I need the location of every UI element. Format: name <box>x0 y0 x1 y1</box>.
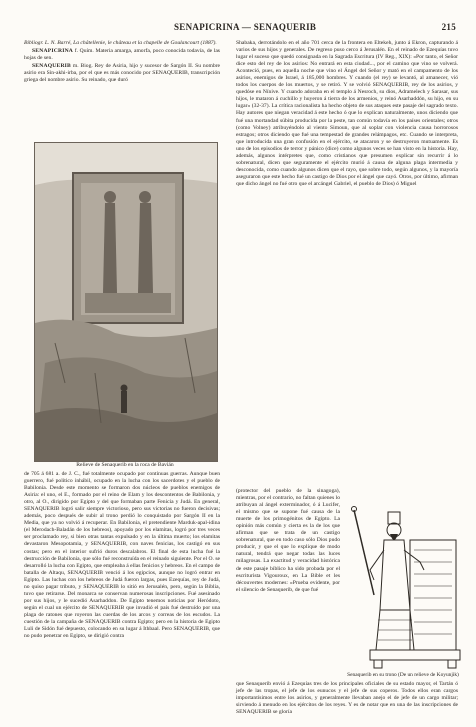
bibliography-entry: Bibliogr. L. N. Barré, La châtellenie, le château et la chapelle de Goulancourt (1887). <box>24 40 217 46</box>
right-column-bottom <box>236 681 458 716</box>
headword-senapicrina: SENAPICRINA <box>32 48 74 55</box>
left-column-continued <box>24 471 220 641</box>
senapicrina-definition: f. Quím. Materia amarga, amorfa, poco conocida todavía, de las hojas de sen. <box>24 48 220 62</box>
right-column-bottom-text: que Senaquerib envió á Ezequías tres de los principales oficiales de su estado mayor, el Tartán ó jefe de las tropas, el jefe de los eunucos y el jefe de sus coperos. Todos ellos eran cargos importantísimos entre los asirios, y generalmente llevaban anejo el de jefe de un cargo militar; sirviendo á menudo en los ejércitos de los reyes. Y es de notar que en una de las inscripciones de SENAQUERIB se gloría <box>236 681 458 716</box>
right-column-narrow <box>236 488 340 595</box>
header-title: SENAPICRINA — SENAQUERIB <box>174 22 317 32</box>
entry-senapicrina <box>24 48 220 62</box>
senaquerib-definition: m. Biog. Rey de Asiria, hijo y sucesor de Sargón II. Su nombre asirio era Sin-akhi-irba, por el que es más conocido por SENAQUERIB, transcripción griega del nombre asirio. Su reinado, que duró <box>24 63 220 84</box>
right-column <box>236 40 458 189</box>
bavian-relief-image <box>34 142 218 462</box>
entry-senaquerib <box>24 63 220 84</box>
senaquerib-reign-text: de 705 á 681 a. de J. C., fué totalmente ocupado por continuas guerras. Aunque buen guerrero, fué político inhábil, ocupado en la lucha con los sacerdotes y el pueblo de Babilonia. Desde este momento se formaron dos núcleos de pueblos enemigos de Asiria: el uno, el E., formado por el reino de Elam y los descontentos de Babilonia, y otro, al O., dirigido por Egipto y del que formaban parte Fenicia y Judá. En general, SENAQUERIB logró salir siempre victorioso, pero sus victorias no fueron decisivas; además, poco después de subir al trono perdió lo conquistado por Sargón II en la Media, que ya no volvió á recuperar. En Babilonia, el pretendiente Marduk-apal-idina (el Merodach-Baladán de los hebreos), apoyado por los elamitas, logró por tres veces ser proclamado rey, si bien otras tantas expulsado y en la última muerto; los elamitas devastaron Mesopotamia, y SENAQUERIB, con naves fenicias, los castigó en sus costas; pero en el interior sufrió duros descalabros. El final de esta lucha fué la destrucción de Babilonia, que sólo fué reconstruída en el reinado siguiente. Por el O. se desarrolló la lucha con Egipto, que empleaba á ellas fenicios y hebreos. En el campo de batalla de Altaqu, SENAQUERIB venció á los egipcios, aunque no logró entrar en Egipto. Las luchas con los hebreos de Judá fueron largas, pues Ezequías, rey de Judá, no quiso pagar tributo, y SENAQUERIB lo sitió en Jerusalén, pero, según la Biblia, tuvo que retirarse. Del monarca se conservan numerosas inscripciones. Fué asesinado por sus hijos, y le sucedió Asarhaddon. De Egipto tenemos noticias por Heródoto, según el cual un ejército de SENAQUERIB que invadió el país fué destruído por una plaga de ratones que royeron las cuerdas de los arcos y correas de los escudos. La cuestión de la campaña de SENAQUERIB contra Egipto; pero en la historia de Egipto Luli de Sidón fué depuesto, colocando en su lugar á Ithbaal. Pero SENAQUERIB, que no pudo penetrar en Egipto, se dirigió contra <box>24 471 220 640</box>
right-column-text: Shabaka, derrotándolo en el año 701 cerca de la frontera en Eltekeh, junto á Ekron, capturando á varios de sus hijos y generales. De regreso puso cerco á Jerusalén. En el reinado de Ezequías tuvo lugar el suceso que quedó consignada en la Sagrada Escritura (IV Reg., XIX): «Por tanto, el Señor dice esto del rey de los asirios: No entrará en esta ciudad..., por el camino que vino se volverá. Aconteció, pues, en aquella noche que vino el Ángel del Señor y mató en el campamento de los asirios, enemigos de Israel, á 185,000 hombres. Y cuando (el rey) se levantó, al amanecer, vió todos los cuerpos de los muertos, y se retiró. Y se volvió SENAQUERIB, rey de los asirios, y quedóse en Nínive. Y cuando adoraba en el templo á Nesroch, su dios, Adramelech y Sarasar, sus hijos, le mataron á cuchillo y huyeron á tierra de los armenios, y reinó Asarhaddón, su hijo, en su lugar» (32-37). La crítica racionalista ha hecho objeto de sus ataques este pasaje del sagrado texto. Hay autores que niegan veracidad á este hecho ó que lo explican naturalmente, unos diciendo que fué una mortandad súbita producida por la peste, tan común todavía en los países orientales; otros (como Volney) atribuyéndolo al viento Simoun, que al soplar con violencia causa horrorosos estragos; otros diciendo que fué una tempestad de grandes relámpagos, etc. Cuando se interpreta, que introducida una gran confusión en el ejército, se atacaron y se destruyeron mutuamente. Es uno de los episodios de terror y pánico (dice) como algunos veces se han visto en la historia. Hay, además, algunos intérpretes que, como cristianos que presumen explicar sin recurrir á lo sobrenatural, dicen que seguramente el ejército murió á causa de alguna plaga intermedia y desconocida, como cuando algunos dicen que el rayo, que sobre todo, según algunos, y la mayoría aseguraron que este hecho fué un castigo de Dios por el ángel que cayó. Otros, por último, afirman que dicho ángel no fué otro que el arcángel Gabriel, el pueblo de Dios) ó Miguel <box>236 40 458 187</box>
senaquerib-throne-caption: Senaquerib en su trono (De un relieve de Koyunjik) <box>347 672 459 678</box>
running-header <box>24 22 456 36</box>
headword-senaquerib: SENAQUERIB <box>32 63 71 70</box>
right-column-narrow-text: (protector del pueblo de la sinagoga), mientras, por el contrario, no faltan quienes lo atribuyan al ángel exterminador, ó á Lucifer, el mismo que se supone fué causa de la muerte de los primogénitos de Egipto. La opinión más común y cierta es la de los que afirman que se trata de un castigo sobrenatural, que en todo caso sólo Dios pudo producir, y que el que lo explique de modo natural, tendrá que negar todas las luces milagrosas. La exactitud y veracidad histórica de este pasaje bíblico ha sido probada por el escriturista Vigouroux, en La Bible et les découvertes modernes: «Prueba evidente, por el silencio de Senaquerib, de que fué <box>236 488 340 593</box>
left-column <box>24 40 220 85</box>
senaquerib-throne-image <box>344 500 464 670</box>
bavian-relief-caption: Relieve de Senaquerib en la roca de Bavián <box>76 462 174 468</box>
page-number: 215 <box>441 22 456 32</box>
